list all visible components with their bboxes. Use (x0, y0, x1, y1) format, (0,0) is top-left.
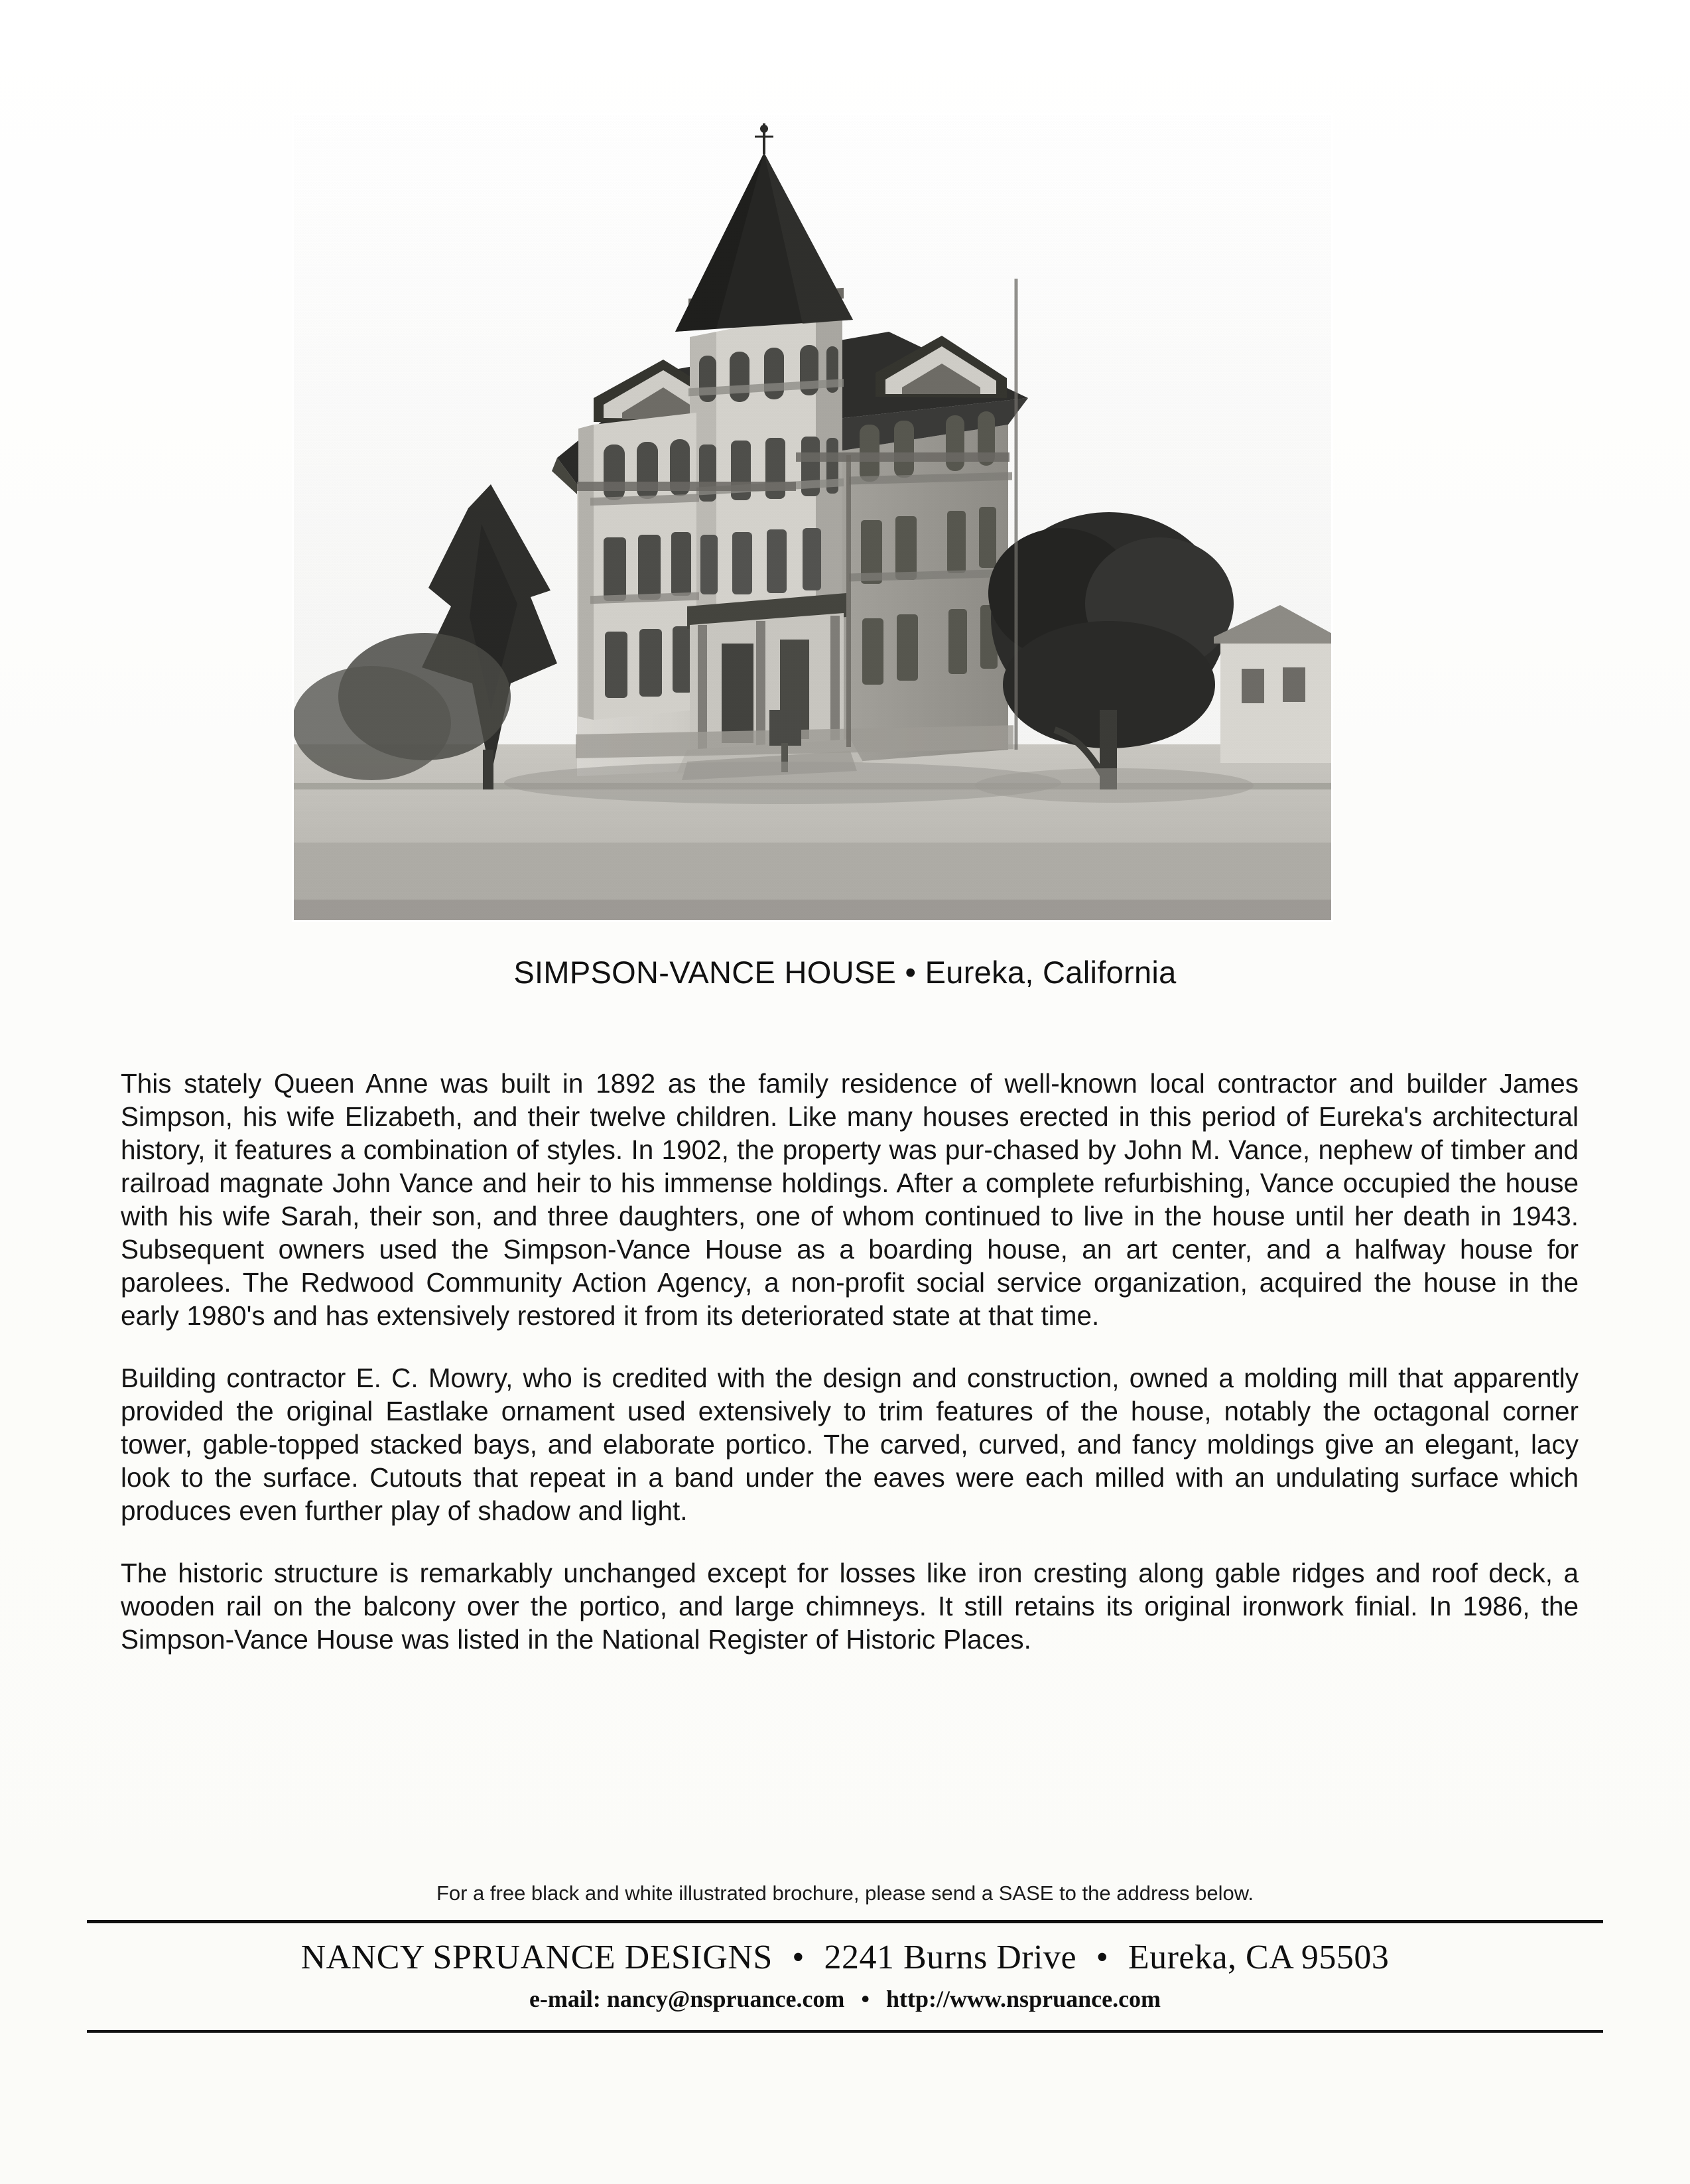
footer-bullet-2: • (1096, 1939, 1109, 1976)
company-street: 2241 Burns Drive (824, 1939, 1077, 1976)
company-line (0, 1938, 1690, 1977)
company-city-state-zip: Eureka, CA 95503 (1128, 1939, 1390, 1976)
email-address[interactable]: e-mail: nancy@nspruance.com (529, 1986, 845, 2012)
website-url[interactable]: http://www.nspruance.com (886, 1986, 1161, 2012)
paragraph-history: This stately Queen Anne was built in 1892 as the family residence of well-known local contractor and builder James Simpson, his wife Elizabeth, and their twelve children. Like many houses erected in this period of Eureka's architectural history, it features a combination of styles. In 1902, the property was pur-chased by John M. Vance, nephew of timber and railroad magnate John Vance and heir to his immense holdings. After a complete refurbishing, Vance occupied the house with his wife Sarah, their son, and three daughters, one of whom continued to live in the house until her death in 1943. Subsequent owners used the Simpson-Vance House as a boarding house, an art center, and a halfway house for parolees. The Redwood Community Action Agency, a non-profit social service organization, acquired the house in the early 1980's and has extensively restored it from its deteriorated state at that time. (121, 1068, 1579, 1331)
article-body (121, 1067, 1579, 1656)
photo-figure (292, 113, 1333, 922)
footer-rule-bottom (87, 2030, 1603, 2033)
company-name: NANCY SPRUANCE DESIGNS (300, 1939, 773, 1976)
paragraph-preservation: The historic structure is remarkably unchanged except for losses like iron cresting along gable ridges and roof deck, a wooden rail on the balcony over the portico, and large chimneys. It still retains its original ironwork finial. In 1986, the Simpson-Vance House was listed in the National Register of Historic Places. (121, 1558, 1579, 1655)
brochure-note: For a free black and white illustrated brochure, please send a SASE to the address below. (436, 1881, 1254, 1905)
footer-rule-top (87, 1920, 1603, 1923)
contact-line (0, 1985, 1690, 2013)
footer-bullet-3: • (861, 1986, 870, 2012)
page-footer (0, 1881, 1690, 2033)
photo-caption: SIMPSON-VANCE HOUSE • Eureka, California (513, 955, 1177, 990)
footer-bullet-1: • (792, 1939, 805, 1976)
paragraph-architecture: Building contractor E. C. Mowry, who is credited with the design and construction, owned a molding mill that apparently provided the original Eastlake ornament used extensively to trim features of the house, notably the octagonal corner tower, gable-topped stacked bays, and elaborate portico. The carved, curved, and fancy moldings give an elegant, lacy look to the surface. Cutouts that repeat in a band under the eaves were each milled with an undulating surface which produces even further play of shadow and light. (121, 1363, 1579, 1526)
simpson-vance-house-photograph (292, 113, 1333, 922)
